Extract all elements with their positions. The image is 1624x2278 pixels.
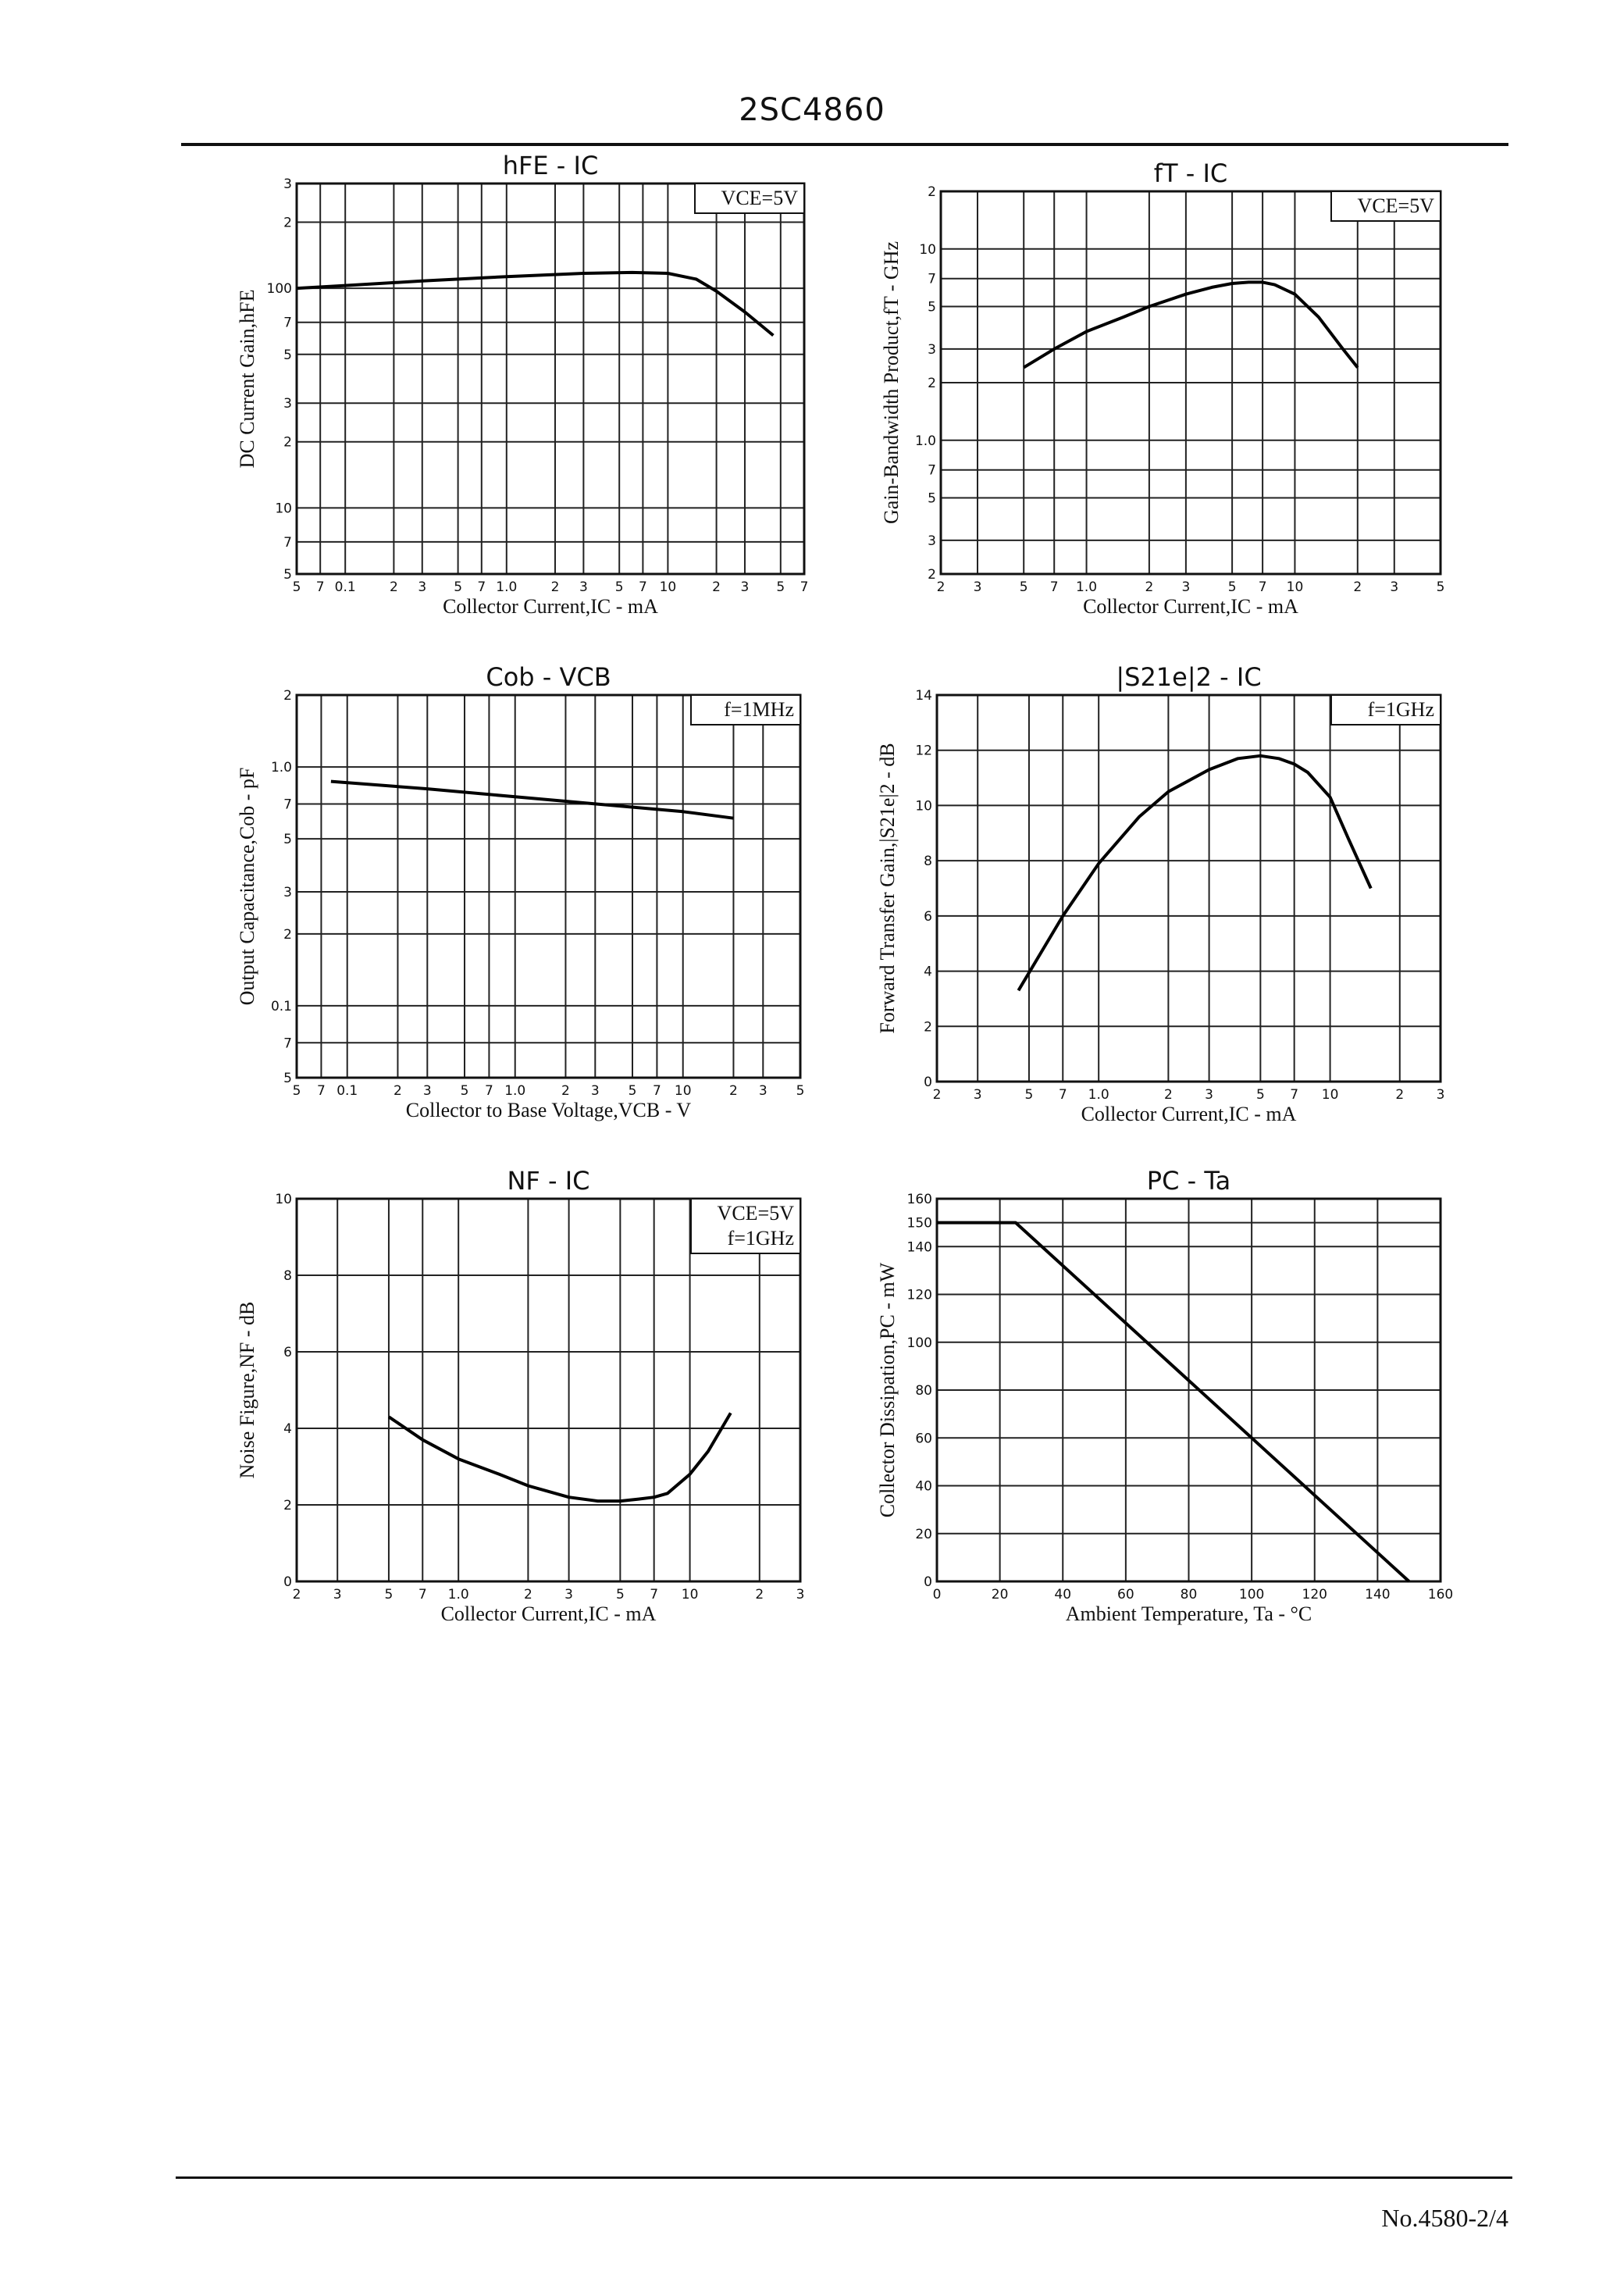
pc-xtick-label: 120 — [1302, 1587, 1327, 1602]
s21-series-line — [1018, 756, 1370, 991]
s21-ytick-label: 8 — [924, 854, 932, 870]
ft-xtick-label: 1.0 — [1076, 579, 1098, 595]
pc-xlabel: Ambient Temperature, Ta - °C — [1065, 1602, 1312, 1625]
cob-xtick-label: 7 — [653, 1083, 661, 1099]
nf-xtick-label: 10 — [681, 1587, 699, 1602]
hfe-xtick-label: 2 — [550, 579, 560, 595]
hfe-xtick-label: 1.0 — [496, 579, 518, 595]
ft-ytick-label: 7 — [928, 462, 936, 479]
hfe-ytick-label: 7 — [283, 315, 292, 331]
hfe-ytick-label: 2 — [283, 434, 292, 451]
cob-ytick-label: 5 — [283, 832, 292, 848]
hfe-ytick-label: 3 — [283, 396, 292, 412]
nf-xtick-label: 1.0 — [447, 1587, 469, 1602]
s21-xtick-label: 7 — [1290, 1087, 1299, 1103]
cob-xtick-label: 3 — [422, 1083, 432, 1099]
hfe-ylabel: DC Current Gain,hFE — [236, 289, 258, 469]
pc-ytick-label: 0 — [924, 1574, 932, 1590]
ft-xtick-label: 5 — [1436, 579, 1445, 595]
s21-xlabel: Collector Current,IC - mA — [1081, 1103, 1297, 1125]
hfe-series-line — [297, 273, 773, 336]
pc-ylabel: Collector Dissipation,PC - mW — [876, 1262, 899, 1518]
s21-frame — [937, 695, 1441, 1082]
hfe-xtick-label: 5 — [776, 579, 785, 595]
pc-xtick-label: 100 — [1238, 1587, 1265, 1602]
cob-ytick-label: 3 — [283, 884, 292, 900]
ft-xlabel: Collector Current,IC - mA — [1083, 595, 1298, 618]
pc-xtick-label: 40 — [1054, 1587, 1072, 1602]
ft-xtick-label: 2 — [1145, 579, 1154, 595]
cob-ytick-label: 5 — [283, 1071, 292, 1086]
cob-ytick-label: 1.0 — [270, 760, 292, 776]
cob-title: Cob - VCB — [486, 662, 611, 692]
s21-ytick-label: 2 — [924, 1019, 932, 1036]
cob-xtick-label: 5 — [292, 1083, 301, 1099]
s21-ytick-label: 14 — [915, 688, 932, 704]
s21-ytick-label: 12 — [915, 743, 932, 759]
ft-ylabel: Gain-Bandwidth Product,fT - GHz — [880, 241, 903, 525]
hfe-ytick-label: 3 — [283, 176, 292, 192]
pc-xtick-label: 60 — [1117, 1587, 1134, 1602]
ft-ytick-label: 5 — [928, 299, 936, 315]
header-rule — [181, 143, 1508, 146]
hfe-ytick-label: 5 — [283, 567, 292, 583]
hfe-xtick-label: 3 — [418, 579, 427, 595]
s21-xtick-label: 2 — [932, 1087, 942, 1103]
nf-ylabel: Noise Figure,NF - dB — [236, 1301, 258, 1479]
pc-ytick-label: 40 — [915, 1478, 932, 1495]
ft-xtick-label: 3 — [1181, 579, 1191, 595]
ft-ytick-label: 2 — [928, 376, 936, 391]
nf-ytick-label: 6 — [283, 1345, 292, 1360]
ft-xtick-label: 3 — [973, 579, 982, 595]
cob-ytick-label: 7 — [283, 1036, 292, 1052]
ft-ytick-label: 5 — [928, 490, 936, 507]
cob-xtick-label: 3 — [758, 1083, 767, 1099]
s21-ytick-label: 6 — [924, 908, 932, 925]
hfe-ytick-label: 7 — [283, 534, 292, 551]
s21-ytick-label: 10 — [915, 798, 932, 815]
ft-series-line — [1024, 282, 1358, 367]
hfe-frame — [297, 184, 804, 574]
cob-xtick-label: 10 — [674, 1083, 692, 1099]
ft-xtick-label: 5 — [1227, 579, 1237, 595]
pc-ytick-label: 150 — [906, 1215, 932, 1232]
cob-xtick-label: 2 — [729, 1083, 738, 1099]
cob-xtick-label: 5 — [796, 1083, 805, 1099]
hfe-ytick-label: 5 — [283, 347, 292, 363]
nf-xtick-label: 3 — [564, 1587, 574, 1602]
nf-ytick-label: 8 — [283, 1268, 292, 1284]
ft-ytick-label: 10 — [919, 241, 936, 258]
cob-ytick-label: 0.1 — [270, 998, 292, 1014]
hfe-xtick-label: 0.1 — [334, 579, 356, 595]
pc-ytick-label: 20 — [915, 1526, 932, 1542]
nf-xlabel: Collector Current,IC - mA — [440, 1602, 657, 1625]
s21-ylabel: Forward Transfer Gain,|S21e|2 - dB — [876, 743, 899, 1034]
ft-ytick-label: 3 — [928, 533, 936, 549]
hfe-xtick-label: 2 — [712, 579, 721, 595]
s21-xtick-label: 3 — [1205, 1087, 1214, 1103]
hfe-xlabel: Collector Current,IC - mA — [443, 595, 658, 618]
ft-ytick-label: 2 — [928, 567, 936, 583]
nf-ytick-label: 10 — [275, 1192, 292, 1207]
ft-vs-ic-chart — [843, 148, 1507, 656]
cob-ytick-label: 2 — [283, 926, 292, 943]
s21-xtick-label: 5 — [1255, 1087, 1265, 1103]
pc-ytick-label: 160 — [906, 1192, 932, 1207]
s21-title: |S21e|2 - IC — [1116, 662, 1262, 692]
cob-xtick-label: 3 — [590, 1083, 600, 1099]
ft-ytick-label: 7 — [928, 271, 936, 287]
hfe-title: hFE - IC — [502, 151, 599, 180]
cob-frame — [297, 695, 800, 1078]
part-number: 2SC4860 — [739, 92, 885, 128]
ft-condition: VCE=5V — [1357, 194, 1434, 217]
pc-xtick-label: 140 — [1365, 1587, 1391, 1602]
pc-series-line — [937, 1223, 1409, 1581]
ft-xtick-label: 5 — [1019, 579, 1028, 595]
s21-ytick-label: 0 — [924, 1075, 932, 1090]
document-number: No.4580-2/4 — [1381, 2204, 1508, 2232]
nf-xtick-label: 2 — [292, 1587, 301, 1602]
ft-title: fT - IC — [1153, 159, 1228, 188]
cob-ytick-label: 7 — [283, 797, 292, 813]
pc-ytick-label: 80 — [915, 1383, 932, 1399]
pc-xtick-label: 160 — [1427, 1587, 1454, 1602]
nf-condition: f=1GHz — [727, 1227, 794, 1250]
hfe-xtick-label: 7 — [638, 579, 647, 595]
hfe-vs-ic-chart — [195, 148, 835, 656]
ft-ytick-label: 1.0 — [914, 433, 936, 449]
footer-rule — [176, 2176, 1512, 2179]
hfe-xtick-label: 7 — [315, 579, 325, 595]
pc-ytick-label: 120 — [906, 1287, 932, 1303]
cob-xtick-label: 0.1 — [337, 1083, 358, 1099]
ft-ytick-label: 3 — [928, 341, 936, 358]
hfe-ytick-label: 2 — [283, 215, 292, 231]
ft-xtick-label: 7 — [1258, 579, 1267, 595]
nf-ytick-label: 0 — [283, 1574, 292, 1590]
nf-xtick-label: 7 — [418, 1587, 427, 1602]
ft-xtick-label: 3 — [1390, 579, 1399, 595]
hfe-ytick-label: 10 — [275, 501, 292, 517]
cob-xtick-label: 7 — [317, 1083, 326, 1099]
ft-xtick-label: 7 — [1049, 579, 1059, 595]
s21-xtick-label: 7 — [1058, 1087, 1067, 1103]
ft-xtick-label: 2 — [936, 579, 946, 595]
s21-xtick-label: 10 — [1321, 1087, 1339, 1103]
pc-ytick-label: 100 — [906, 1335, 932, 1351]
ft-xtick-label: 10 — [1286, 579, 1304, 595]
cob-series-line — [331, 782, 734, 818]
hfe-xtick-label: 5 — [614, 579, 624, 595]
hfe-xtick-label: 3 — [579, 579, 588, 595]
s21-xtick-label: 3 — [1436, 1087, 1445, 1103]
nf-xtick-label: 7 — [650, 1587, 659, 1602]
s21-xtick-label: 1.0 — [1088, 1087, 1109, 1103]
pc-title: PC - Ta — [1146, 1166, 1231, 1196]
pc-xtick-label: 20 — [991, 1587, 1009, 1602]
hfe-xtick-label: 2 — [389, 579, 398, 595]
hfe-xtick-label: 3 — [740, 579, 750, 595]
cob-condition: f=1MHz — [724, 698, 794, 721]
nf-ytick-label: 2 — [283, 1498, 292, 1513]
pc-vs-ta-chart — [843, 1156, 1507, 1656]
hfe-condition: VCE=5V — [721, 187, 798, 209]
cob-ylabel: Output Capacitance,Cob - pF — [236, 767, 258, 1006]
nf-condition: VCE=5V — [717, 1202, 794, 1225]
s21-xtick-label: 5 — [1024, 1087, 1034, 1103]
nf-frame — [297, 1199, 800, 1581]
nf-xtick-label: 3 — [796, 1587, 805, 1602]
hfe-xtick-label: 5 — [454, 579, 463, 595]
pc-xtick-label: 80 — [1180, 1587, 1198, 1602]
nf-xtick-label: 2 — [523, 1587, 532, 1602]
s21-xtick-label: 3 — [973, 1087, 982, 1103]
cob-vs-vcb-chart — [195, 656, 835, 1156]
cob-xtick-label: 5 — [460, 1083, 469, 1099]
cob-xtick-label: 2 — [561, 1083, 570, 1099]
hfe-xtick-label: 7 — [477, 579, 486, 595]
pc-xtick-label: 0 — [932, 1587, 942, 1602]
nf-series-line — [389, 1413, 731, 1501]
nf-vs-ic-chart — [195, 1156, 835, 1656]
hfe-xtick-label: 10 — [659, 579, 677, 595]
nf-xtick-label: 3 — [333, 1587, 342, 1602]
ft-xtick-label: 2 — [1353, 579, 1362, 595]
s21-xtick-label: 2 — [1395, 1087, 1405, 1103]
hfe-xtick-label: 5 — [292, 579, 301, 595]
nf-xtick-label: 5 — [384, 1587, 394, 1602]
cob-xtick-label: 7 — [485, 1083, 493, 1099]
s21-vs-ic-chart — [843, 656, 1507, 1156]
nf-title: NF - IC — [507, 1166, 590, 1196]
ft-ytick-label: 2 — [928, 184, 936, 200]
cob-ytick-label: 2 — [283, 688, 292, 704]
s21-xtick-label: 2 — [1163, 1087, 1173, 1103]
pc-ytick-label: 140 — [906, 1239, 932, 1256]
cob-xtick-label: 5 — [628, 1083, 637, 1099]
cob-xtick-label: 2 — [394, 1083, 402, 1099]
hfe-xtick-label: 7 — [800, 579, 809, 595]
nf-xtick-label: 5 — [615, 1587, 625, 1602]
s21-ytick-label: 4 — [924, 964, 932, 980]
hfe-ytick-label: 100 — [266, 281, 292, 298]
cob-xtick-label: 1.0 — [504, 1083, 526, 1099]
cob-xlabel: Collector to Base Voltage,VCB - V — [405, 1099, 692, 1121]
nf-xtick-label: 2 — [755, 1587, 764, 1602]
pc-ytick-label: 60 — [915, 1431, 932, 1447]
nf-ytick-label: 4 — [283, 1421, 292, 1437]
s21-condition: f=1GHz — [1367, 698, 1434, 721]
